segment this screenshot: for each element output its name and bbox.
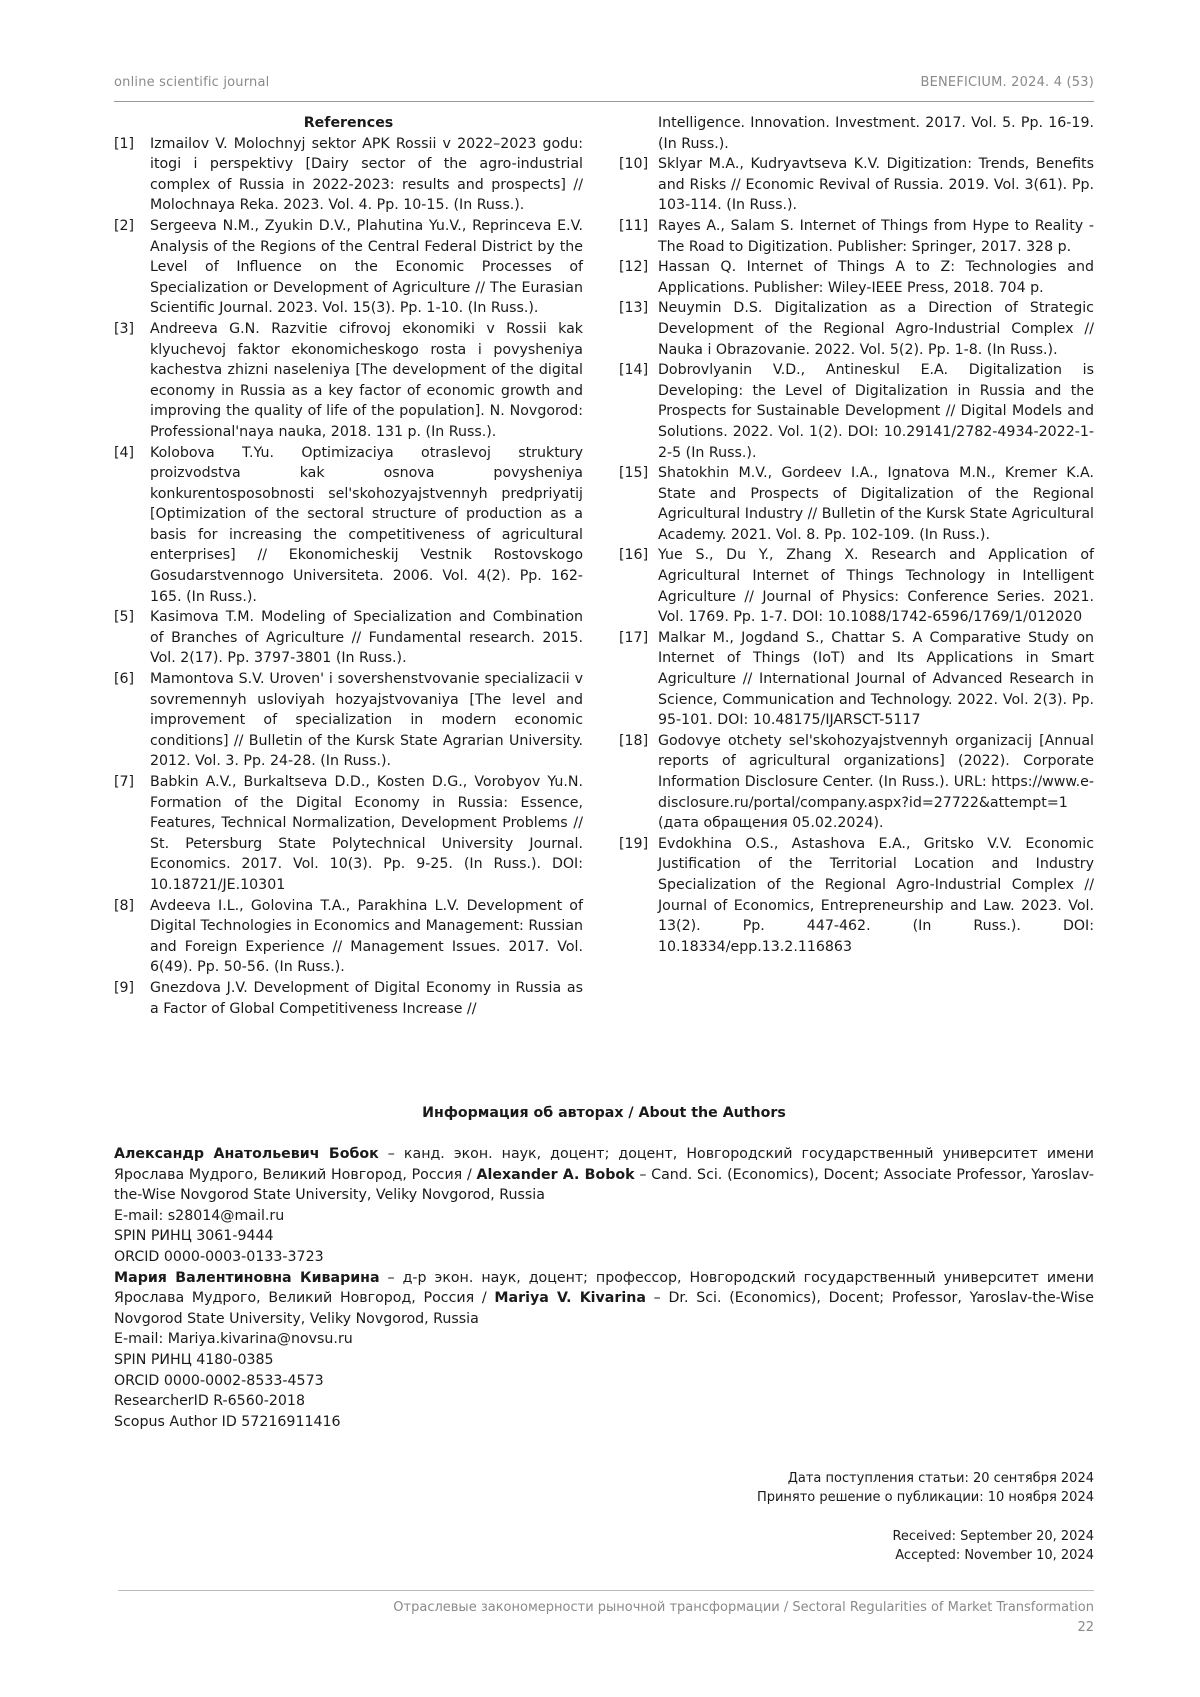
reference-number: [7] [114,774,135,790]
reference-item [114,216,583,319]
reference-number: [4] [114,444,135,461]
reference-text: Neuymin D.S. Digitalization as a Direction of Strategic Development of the Regional Agro-Industrial Complex // Nauka i Obrazovanie. 2022. Vol. 5(2). Pp. 1-8. (In Russ.). [658,300,1094,358]
header-divider [114,101,1094,102]
received-date-en: Received: September 20, 2024 [892,1529,1094,1544]
author-name-ru: Александр Анатольевич Бобок [114,1146,379,1162]
author-name-en: Alexander A. Bobok [476,1166,635,1183]
accepted-date-ru: Принято решение о публикации: 10 ноября 2024 [756,1489,1094,1505]
author-bio [114,1268,1094,1330]
reference-item [114,607,583,669]
journal-issue: BENEFICIUM. 2024. 4 (53) [920,75,1094,90]
reference-item [619,545,1094,627]
references-left-column [114,113,583,1019]
reference-number: [14] [619,362,649,379]
reference-text: Godovye otchety sel'skohozyajstvennyh organizacij [Annual reports of agricultural organizations] (2022). Corporate Information Disclosure Center. (In Russ.). URL: https://www.e-disclosure.ru/portal/company.aspx?id=27722&attempt=1 (дата обращения 05.02.2024). [658,732,1094,832]
reference-number: [19] [619,835,649,852]
author-scopus-id: Scopus Author ID 57216911416 [114,1413,341,1430]
author-orcid: ORCID 0000-0003-0133-3723 [114,1248,324,1265]
reference-item [114,134,583,216]
reference-item [619,298,1094,360]
author-orcid: ORCID 0000-0002-8533-4573 [114,1372,324,1389]
reference-item [619,628,1094,731]
author-name-ru: Мария Валентиновна Киварина [114,1269,380,1286]
reference-item [619,731,1094,834]
reference-text: Gnezdova J.V. Development of Digital Economy in Russia as a Factor of Global Competitiveness Increase // [150,979,583,1017]
author-email: E-mail: s28014@mail.ru [114,1207,285,1224]
reference-item [619,463,1094,545]
reference-text: Evdokhina O.S., Astashova E.A., Gritsko V.V. Economic Justification of the Territorial Location and Industry Specialization of the Regional Agro-Industrial Complex // Journal of Economics, Entrepreneurship and Law. 2023. Vol. 13(2). Pp. 447-462. (In Russ.). DOI: 10.18334/epp.13.2.116863 [658,835,1094,955]
reference-item [619,216,1094,257]
author-description-ru: – канд. экон. наук, доцент; доцент, Новгородский государственный университет имени Ярослава Мудрого, Великий Новгород, Россия / [114,1146,1094,1183]
reference-number: [9] [114,979,135,996]
reference-number: [13] [619,300,649,317]
reference-number: [10] [619,156,649,173]
reference-number: [2] [114,217,135,234]
reference-item [114,669,583,772]
references-heading: References [303,115,394,131]
reference-item [619,360,1094,463]
reference-text: Hassan Q. Internet of Things A to Z: Technologies and Applications. Publisher: Wiley-IEEE Press, 2018. 704 p. [658,259,1094,296]
dates-english [892,1528,1094,1565]
reference-number: [11] [619,217,649,234]
author-description-en: – Cand. Sci. (Economics), Docent; Associate Professor, Yaroslav-the-Wise Novgorod State University, Veliky Novgorod, Russia [114,1166,1094,1204]
reference-number: [3] [114,320,135,337]
reference-item [619,834,1094,958]
reference-text: Mamontova S.V. Uroven' i sovershenstvovanie specializacii v sovremennyh usloviyah hozyajstvovaniya [The level and improvement of specialization in modern economic conditions] // Bulletin of the Kursk State Agrarian University. 2012. Vol. 3. Pp. 24-28. (In Russ.). [150,671,583,770]
reference-number: [8] [114,897,135,914]
reference-item [619,257,1094,298]
authors-heading: Информация об авторах / About the Authors [422,1105,786,1121]
reference-item [114,443,583,608]
authors-section [114,1144,1094,1432]
footer-section-title: Отраслевые закономерности рыночной трансформации / Sectoral Regularities of Market Transformation [393,1600,1094,1615]
reference-text: Sergeeva N.M., Zyukin D.V., Plahutina Yu.V., Reprinceva E.V. Analysis of the Regions of the Central Federal District by the Level of Influence on the Economic Processes of Specialization or Development of Agriculture // The Eurasian Scientific Journal. 2023. Vol. 15(3). Pp. 1-10. (In Russ.). [150,217,583,317]
reference-text: Malkar M., Jogdand S., Chattar S. A Comparative Study on Internet of Things (IoT) and Its Applications in Smart Agriculture // International Journal of Advanced Research in Science, Communication and Technology. 2022. Vol. 2(3). Pp. 95-101. DOI: 10.48175/IJARSCT-5117 [658,629,1094,729]
reference-text: Babkin A.V., Burkaltseva D.D., Kosten D.G., Vorobyov Yu.N. Formation of the Digital Economy in Russia: Essence, Features, Technical Normalization, Development Problems // St. Petersburg State Polytechnical University Journal. Economics. 2017. Vol. 10(3). Pp. 9-25. (In Russ.). DOI: 10.18721/JE.10301 [150,774,583,893]
reference-continuation: Intelligence. Innovation. Investment. 2017. Vol. 5. Pp. 16-19. (In Russ.). [658,115,1094,152]
reference-text: Shatokhin M.V., Gordeev I.A., Ignatova M.N., Kremer K.A. State and Prospects of Digitalization of the Regional Agricultural Industry // Bulletin of the Kursk State Agricultural Academy. 2021. Vol. 8. Pp. 102-109. (In Russ.). [658,465,1094,543]
author-bio [114,1144,1094,1206]
reference-item [114,896,583,978]
reference-text: Kolobova T.Yu. Optimizaciya otraslevoj struktury proizvodstva kak osnova povysheniya konkurentosposobnosti sel'skohozyajstvennyh predpriyatij [Optimization of the sectoral structure of production as a basis for increasing the competitiveness of agricultural enterprises] // Ekonomicheskij Vestnik Rostovskogo Gosudarstvennogo Universiteta. 2006. Vol. 4(2). Pp. 162-165. (In Russ.). [150,444,583,605]
reference-text: Avdeeva I.L., Golovina T.A., Parakhina L.V. Development of Digital Technologies in Economics and Management: Russian and Foreign Experience // Management Issues. 2017. Vol. 6(49). Pp. 50-56. (In Russ.). [150,897,583,976]
reference-text: Dobrovlyanin V.D., Antineskul E.A. Digitalization is Developing: the Level of Digitalization in Russia and the Prospects for Sustainable Development // Digital Models and Solutions. 2022. Vol. 1(2). DOI: 10.29141/2782-4934-2022-1-2-5 (In Russ.). [658,362,1094,461]
reference-text: Kasimova T.M. Modeling of Specialization and Combination of Branches of Agriculture // Fundamental research. 2015. Vol. 2(17). Pp. 3797-3801 (In Russ.). [150,609,583,667]
reference-number: [15] [619,465,649,482]
reference-number: [17] [619,629,649,646]
reference-text: Andreeva G.N. Razvitie cifrovoj ekonomiki v Rossii kak klyuchevoj faktor ekonomicheskogo rosta i povysheniya kachestva zhizni naseleniya [The development of the digital economy in Russia as a key factor of economic growth and improving the quality of life of the population]. N. Novgorod: Professional'naya nauka, 2018. 131 p. (In Russ.). [150,320,583,440]
reference-number: [6] [114,671,135,688]
reference-text: Sklyar M.A., Kudryavtseva K.V. Digitization: Trends, Benefits and Risks // Economic Revival of Russia. 2019. Vol. 3(61). Pp. 103-114. (In Russ.). [658,156,1094,214]
footer-divider [118,1590,1094,1591]
author-email: E-mail: Mariya.kivarina@novsu.ru [114,1331,353,1348]
reference-text: Izmailov V. Molochnyj sektor APK Rossii v 2022–2023 godu: itogi i perspektivy [Dairy sector of the agro-industrial complex of Russia in 2022-2023: results and prospects] // Molochnaya Reka. 2023. Vol. 4. Pp. 10-15. (In Russ.). [150,135,583,214]
author-researcher-id: ResearcherID R-6560-2018 [114,1393,305,1410]
author-description-en: – Dr. Sci. (Economics), Docent; Professor, Yaroslav-the-Wise Novgorod State University, Veliky Novgorod, Russia [114,1290,1094,1327]
reference-number: [5] [114,609,135,626]
author-name-en: Mariya V. Kivarina [494,1290,646,1307]
received-date-ru: Дата поступления статьи: 20 сентября 2024 [787,1471,1094,1486]
reference-number: [18] [619,732,649,749]
reference-text: Yue S., Du Y., Zhang X. Research and Application of Agricultural Internet of Things Technology in Intelligent Agriculture // Journal of Physics: Conference Series. 2021. Vol. 1769. Pp. 1-7. DOI: 10.1088/1742-6596/1769/1/012020 [658,547,1094,626]
reference-number: [1] [114,135,135,152]
accepted-date-en: Accepted: November 10, 2024 [895,1547,1094,1563]
author-description-ru: – д-р экон. наук, доцент; профессор, Новгородский государственный университет имени Ярослава Мудрого, Великий Новгород, Россия / [114,1269,1094,1307]
reference-item [619,154,1094,216]
references-right-column [619,113,1094,957]
reference-text: Rayes A., Salam S. Internet of Things from Hype to Reality - The Road to Digitization. Publisher: Springer, 2017. 328 p. [658,217,1094,255]
reference-item [114,772,583,896]
author-spin: SPIN РИНЦ 4180-0385 [114,1351,274,1368]
dates-russian [757,1470,1094,1507]
page-number: 22 [1077,1620,1094,1635]
reference-number: [16] [619,547,649,564]
author-spin: SPIN РИНЦ 3061-9444 [114,1228,274,1245]
reference-number: [12] [619,259,649,276]
reference-item [114,978,583,1019]
reference-item [114,319,583,443]
journal-type: online scientific journal [114,75,270,90]
